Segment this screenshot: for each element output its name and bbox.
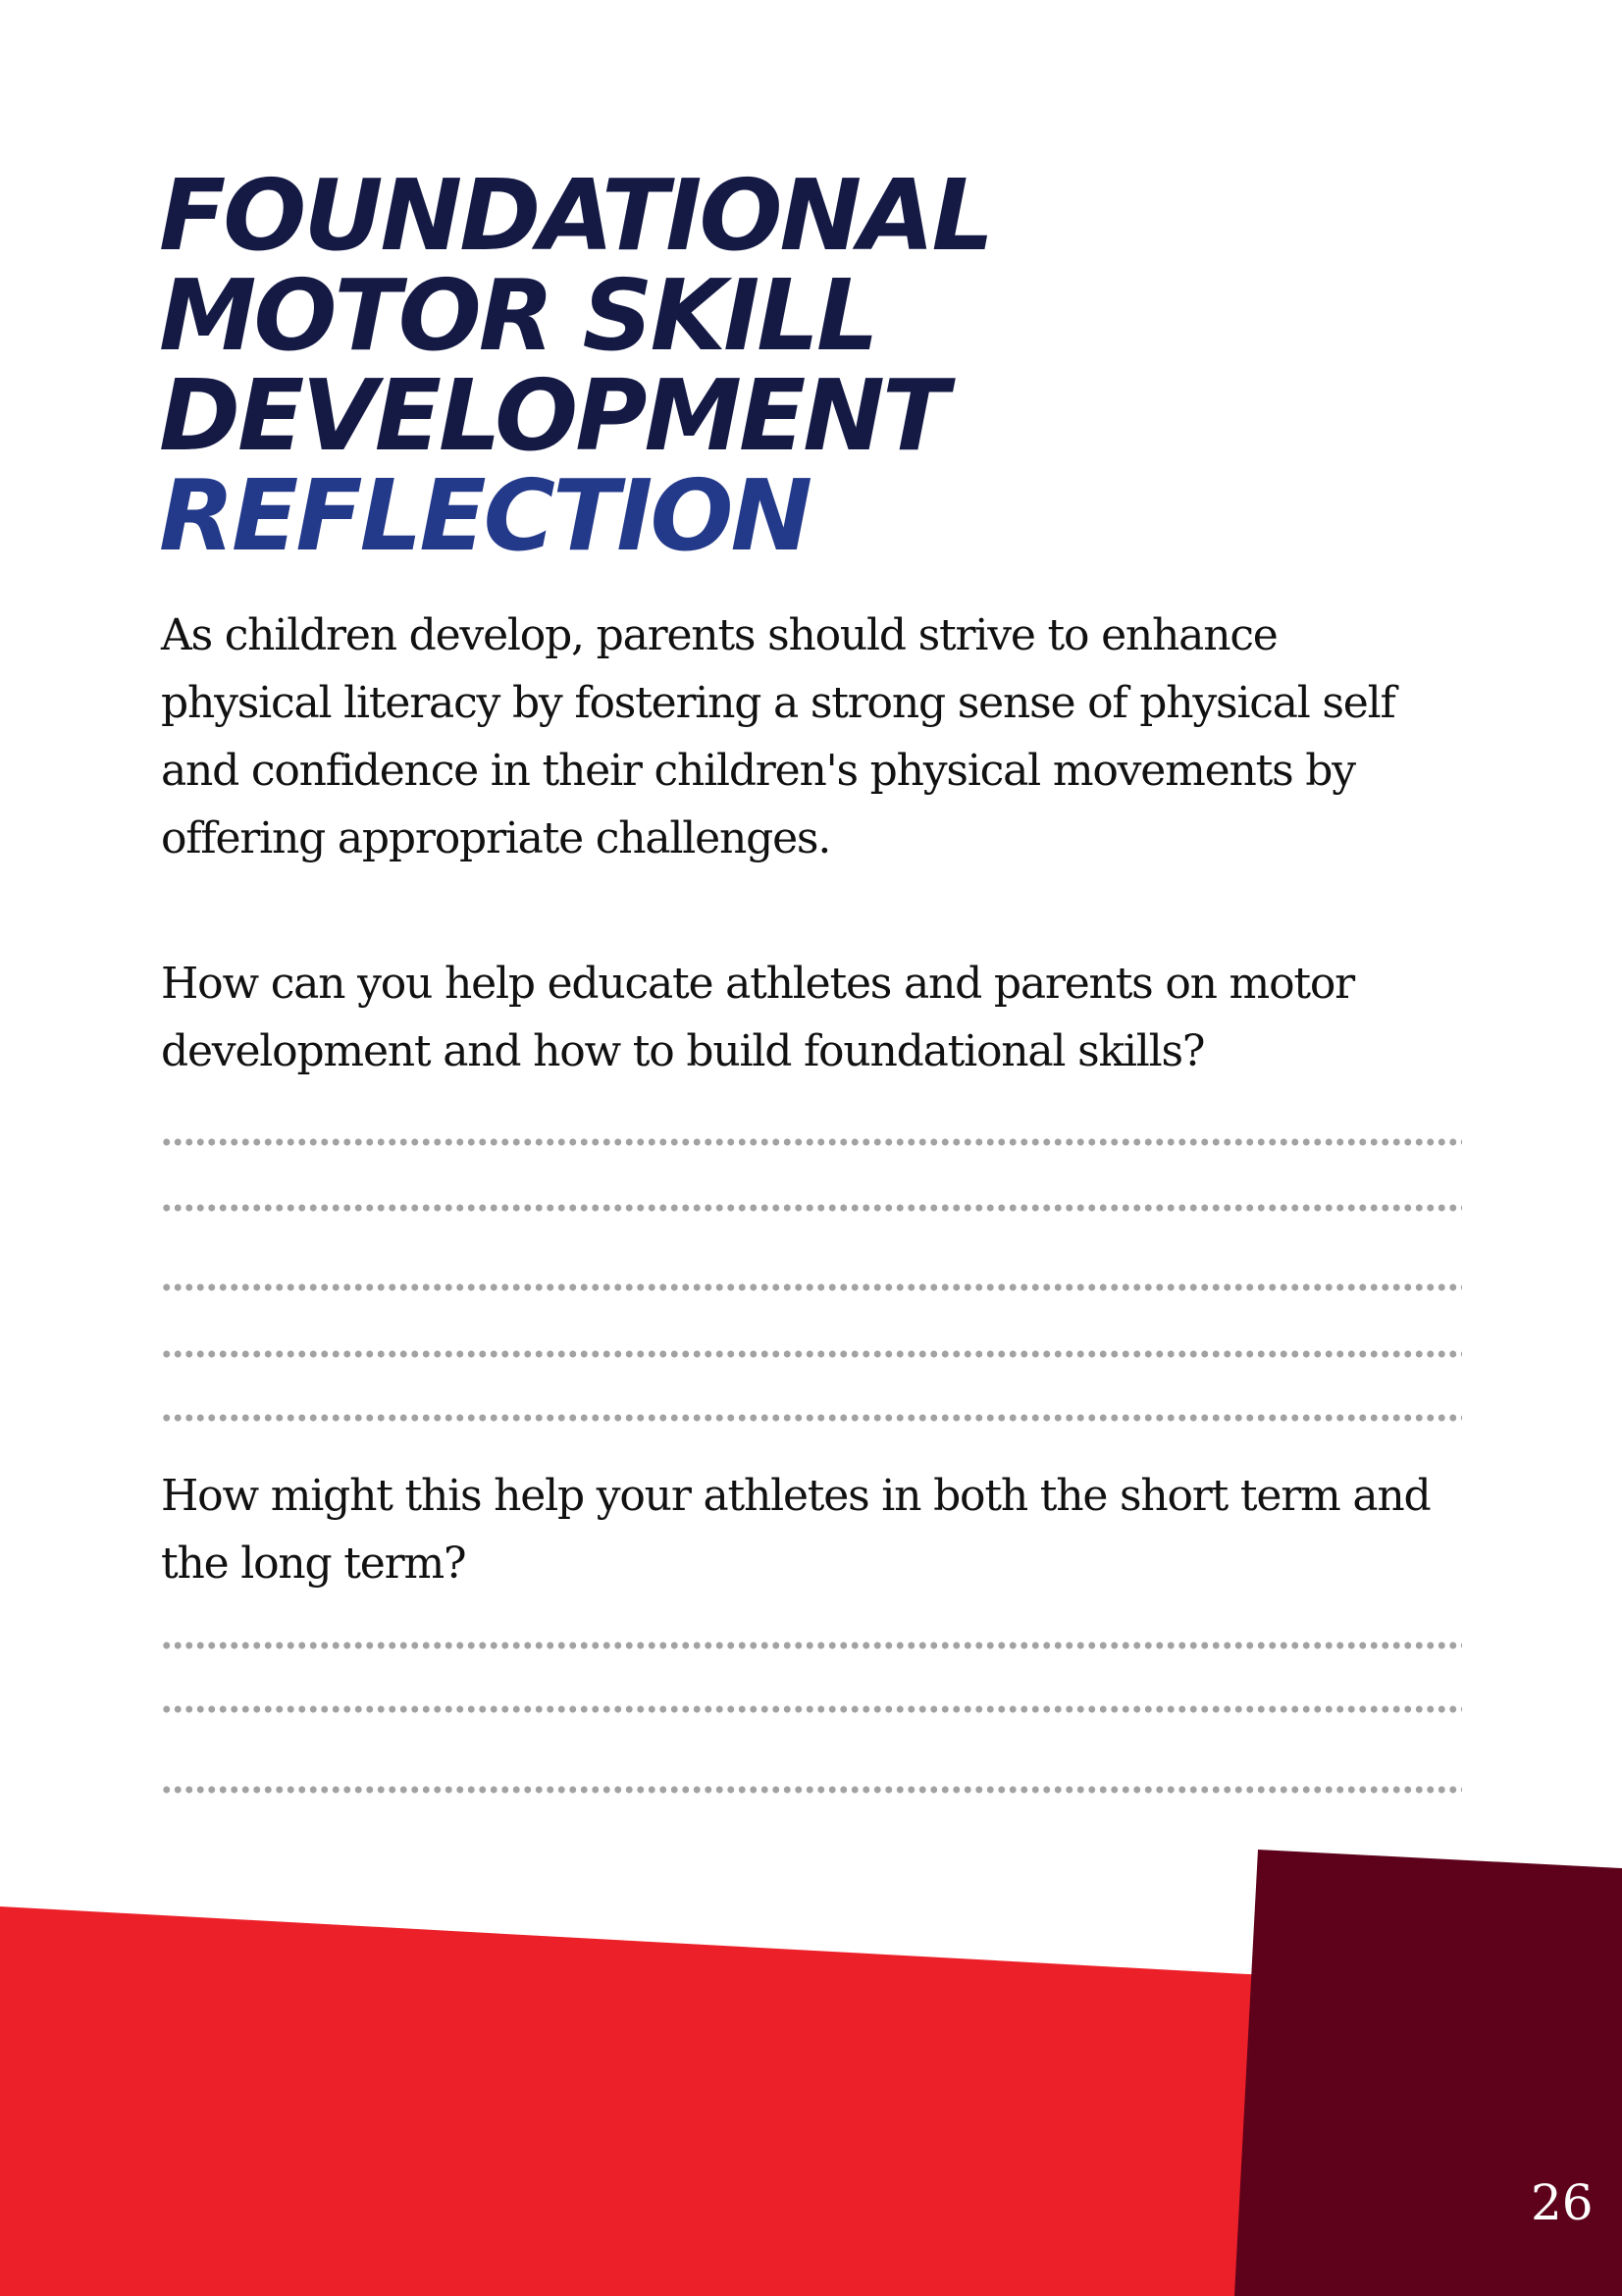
answer-line-q2-2[interactable]: [161, 1705, 1462, 1713]
footer-graphic: [0, 1835, 1622, 2296]
intro-paragraph: [161, 601, 1395, 872]
question-1-prompt: [161, 950, 1354, 1085]
answer-line-q1-5[interactable]: [161, 1414, 1462, 1422]
title-line-1: FOUNDATIONAL: [159, 158, 992, 273]
footer-red-band: [0, 1906, 1266, 2296]
intro-line: and confidence in their children's physical movements by: [161, 746, 1355, 796]
title-line-3: DEVELOPMENT: [159, 358, 947, 473]
question-2-prompt: [161, 1462, 1431, 1597]
intro-line: physical literacy by fostering a strong sense of physical self: [161, 678, 1395, 728]
title-line-4-accent: REFLECTION: [159, 458, 811, 573]
question-2-line: the long term?: [161, 1539, 466, 1589]
question-1-line: development and how to build foundational skills?: [161, 1026, 1205, 1076]
question-2-line: How might this help your athletes in both the short term and: [161, 1471, 1431, 1521]
page-number: 26: [1531, 2174, 1594, 2231]
answer-line-q2-3[interactable]: [161, 1786, 1462, 1794]
answer-line-q1-1[interactable]: [161, 1138, 1462, 1146]
answer-line-q1-3[interactable]: [161, 1283, 1462, 1291]
intro-line: offering appropriate challenges.: [161, 813, 831, 863]
answer-line-q1-2[interactable]: [161, 1204, 1462, 1212]
question-1-line: How can you help educate athletes and parents on motor: [161, 959, 1354, 1009]
title-line-2: MOTOR SKILL: [159, 258, 876, 373]
answer-line-q2-1[interactable]: [161, 1642, 1462, 1649]
answer-line-q1-4[interactable]: [161, 1350, 1462, 1358]
intro-line: As children develop, parents should strive to enhance: [161, 610, 1278, 660]
